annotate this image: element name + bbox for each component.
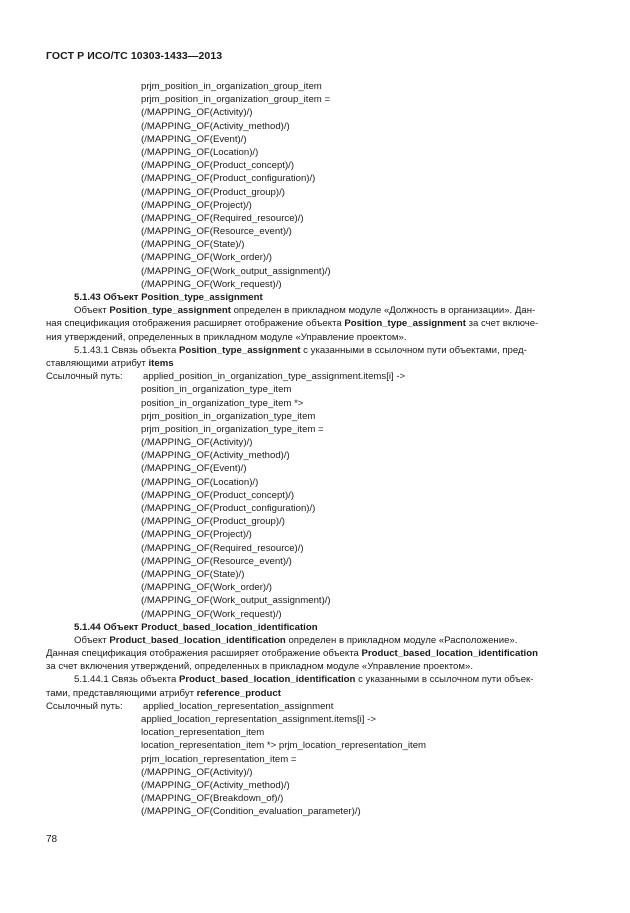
code-line: location_representation_item *> prjm_location_representation_item: [141, 740, 427, 752]
code-line: (/MAPPING_OF(Breakdown_of)/): [141, 793, 284, 805]
code-line: (/MAPPING_OF(Work_output_assignment)/): [141, 265, 331, 277]
code-line: (/MAPPING_OF(Activity_method)/): [141, 120, 290, 132]
code-line: (/MAPPING_OF(Project)/): [141, 199, 252, 211]
code-line: prjm_position_in_organization_group_item: [141, 81, 322, 92]
code-line: (/MAPPING_OF(Activity)/): [141, 107, 253, 119]
code-line: (/MAPPING_OF(Work_request)/): [141, 278, 282, 290]
code-line: (/MAPPING_OF(Product_concept)/): [141, 160, 295, 172]
code-line: (/MAPPING_OF(Work_order)/): [141, 582, 272, 594]
code-line: (/MAPPING_OF(Product_configuration)/): [141, 173, 316, 185]
code-line: (/MAPPING_OF(Work_order)/): [141, 252, 272, 264]
code-line: (/MAPPING_OF(State)/): [141, 239, 245, 251]
mapping-block-1: [46, 80, 586, 291]
code-line: (/MAPPING_OF(Product_group)/): [141, 186, 285, 198]
code-line: (/MAPPING_OF(Product_group)/): [141, 516, 285, 528]
reference-path-5-1-43-1: Ссылочный путь: applied_position_in_organization_type_assignment.items[i] ->: [46, 371, 406, 383]
code-line: prjm_position_in_organization_group_item =: [141, 94, 331, 106]
section-heading-5-1-44: 5.1.44 Объект Product_based_location_identification: [74, 621, 318, 633]
clause-5-1-43-1-line-2: ставляющими атрибут items: [46, 357, 174, 369]
code-line: (/MAPPING_OF(Resource_event)/): [141, 555, 292, 567]
code-line: (/MAPPING_OF(Resource_event)/): [141, 226, 292, 238]
paragraph-line: Данная спецификация отображения расширяет отображение объекта Product_based_location_identification: [46, 648, 538, 660]
paragraph-line: ния утверждений, определенных в прикладном модуле «Управление проектом».: [46, 331, 407, 343]
code-line: (/MAPPING_OF(Work_output_assignment)/): [141, 595, 331, 607]
paragraph-line: Объект Product_based_location_identification определен в прикладном модуле «Расположение».: [74, 634, 518, 646]
code-line: (/MAPPING_OF(Event)/): [141, 133, 247, 145]
clause-5-1-44-1-line-2: тами, представляющими атрибут reference_product: [46, 687, 281, 699]
clause-5-1-43-1-line-1: 5.1.43.1 Связь объекта Position_type_assignment с указанными в ссылочном пути объектами, пред-: [74, 344, 527, 356]
reference-path-lines-5-1-43-1: [46, 383, 586, 620]
paragraph-line: Объект Position_type_assignment определен в прикладном модуле «Должность в организации». Дан-: [74, 305, 536, 317]
code-line: (/MAPPING_OF(Condition_evaluation_parameter)/): [141, 806, 361, 818]
reference-path-label: Ссылочный путь:: [46, 700, 123, 712]
code-line: (/MAPPING_OF(Project)/): [141, 529, 252, 541]
paragraph-5-1-43: [46, 304, 586, 344]
code-line: (/MAPPING_OF(Activity_method)/): [141, 450, 290, 462]
page-number: 78: [46, 834, 58, 845]
paragraph-line: за счет включения утверждений, определенных в прикладном модуле «Управление проектом».: [46, 661, 473, 673]
code-line: prjm_position_in_organization_type_item =: [141, 423, 324, 435]
reference-path-5-1-44-1: Ссылочный путь: applied_location_representation_assignment: [46, 700, 334, 712]
clause-5-1-44-1-line-1: 5.1.44.1 Связь объекта Product_based_location_identification с указанными в ссылочном пути объек-: [74, 674, 534, 686]
code-line: position_in_organization_type_item *>: [141, 397, 304, 409]
section-heading-5-1-43: 5.1.43 Объект Position_type_assignment: [74, 292, 263, 303]
code-line: (/MAPPING_OF(Location)/): [141, 476, 259, 488]
document-body: [46, 80, 586, 819]
code-line: (/MAPPING_OF(Work_request)/): [141, 608, 282, 620]
code-line: (/MAPPING_OF(State)/): [141, 568, 245, 580]
code-line: position_in_organization_type_item: [141, 384, 292, 396]
code-line: (/MAPPING_OF(Location)/): [141, 146, 259, 158]
reference-path-label: Ссылочный путь:: [46, 371, 123, 383]
code-line: (/MAPPING_OF(Event)/): [141, 463, 247, 475]
paragraph-line: ная спецификация отображения расширяет отображение объекта Position_type_assignment за счет включе-: [46, 318, 539, 330]
code-line: prjm_location_representation_item =: [141, 753, 297, 765]
code-line: applied_location_representation_assignment.items[i] ->: [141, 714, 376, 725]
reference-path-lines-5-1-44-1: [46, 713, 586, 819]
code-line: location_representation_item: [141, 727, 265, 739]
paragraph-5-1-44: [46, 634, 586, 674]
code-line: (/MAPPING_OF(Activity_method)/): [141, 779, 290, 791]
code-line: prjm_position_in_organization_type_item: [141, 410, 316, 422]
document-header: ГОСТ Р ИСО/ТС 10303-1433—2013: [46, 50, 223, 62]
code-line: (/MAPPING_OF(Product_configuration)/): [141, 503, 316, 514]
code-line: (/MAPPING_OF(Required_resource)/): [141, 212, 304, 224]
code-line: (/MAPPING_OF(Product_concept)/): [141, 489, 295, 501]
code-line: (/MAPPING_OF(Activity)/): [141, 766, 253, 778]
code-line: (/MAPPING_OF(Required_resource)/): [141, 542, 304, 554]
code-line: (/MAPPING_OF(Activity)/): [141, 437, 253, 449]
